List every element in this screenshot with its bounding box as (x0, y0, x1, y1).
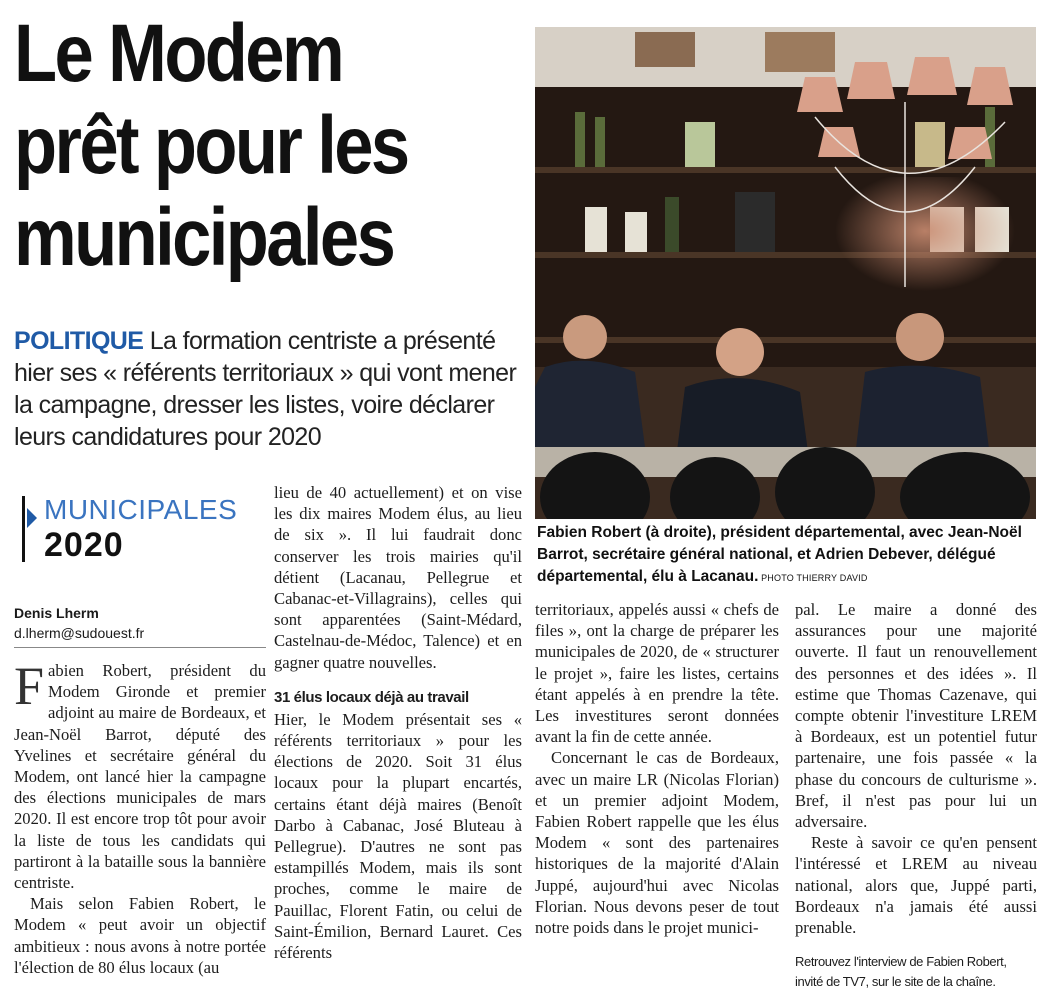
caption-text: Fabien Robert (à droite), président départemental, avec Jean-Noël Barrot, secrétaire général national, et Adrien Debever, délégué départemental, élu à Lacanau. (537, 524, 1022, 585)
rubric-year: 2020 (44, 526, 124, 564)
article-column-1 (14, 656, 266, 978)
standfirst-text: La formation centriste a présenté hier ses « référents territoriaux » qui vont mener la campagne, dresser les listes, voire déclarer leurs candidatures pour 2020 (14, 327, 517, 451)
article-paragraph: territoriaux, appelés aussi « chefs de files », ont la charge de préparer les municipales de 2020, de « structurer le projet », faire les listes, certains étant appelés à en prendre la tête. Les investitures seront données avant la fin de cette année. (535, 600, 779, 747)
rubric-arrow-icon (27, 508, 37, 528)
article-paragraph: pal. Le maire a donné des assurances pour une majorité ouverte. Il faut un renouvellement des personnes et des idées ». Il estime que Thomas Cazenave, qui compte obtenir l'investiture LREM à Bordeaux, est un potentiel futur partenaire, une fois passée « la phase du concours de culturisme ». Bref, il n'est pas pour lui un adversaire. (795, 600, 1037, 832)
article-paragraph: lieu de 40 actuellement) et on vise les dix maires Modem élus, au lieu de six ». Il lui faudrait donc conserver les trois mairies qu'il détient (Lacanau, Pellegrue et Cabanac-et-Villagrains), celles qui sont apparentées (Saint-Médard, Castelnau-de-Médoc, Talence) et en gagner quatre nouvelles. (274, 483, 522, 672)
article-paragraph: Hier, le Modem présentait ses « référents territoriaux » pour les élections de 2020. Soit 31 élus locaux pour la plupart encartés, certains étant déjà maires (Benoît Darbo à Cabanac, José Bluteau à Pellegrue). D'autres ne sont pas estampillés Modem, mais ils sont proches, comme le maire de Pauillac, Florent Fatin, ou celui de Saint-Émilion, Bernard Lauret. Ces référents (274, 709, 522, 963)
headline-line-3: municipales (14, 192, 394, 283)
article-column-4 (795, 599, 1037, 992)
headline (14, 8, 453, 284)
article-column-3 (535, 599, 779, 938)
photo-credit: PHOTO THIERRY DAVID (758, 573, 868, 583)
article-paragraph: Mais selon Fabien Robert, le Modem « peut avoir un objectif ambitieux : nous avons à notre portée l'élection de 80 élus locaux (au (14, 894, 266, 977)
byline (14, 603, 264, 643)
rubric-label: MUNICIPALES (44, 494, 238, 525)
article-paragraph: Reste à savoir ce qu'en pensent l'intéressé et LREM au niveau national, alors que, Juppé parti, Bordeaux n'a jamais été aussi prenable. (795, 833, 1037, 938)
author-email[interactable]: d.lherm@sudouest.fr (14, 625, 145, 641)
headline-line-1: Le Modem (14, 8, 343, 99)
article-paragraph: Fabien Robert, président du Modem Gironde et premier adjoint au maire de Bordeaux, et Jean-Noël Barrot, député des Yvelines et secrétaire général du Modem, ont lancé hier la campagne des élections municipales de mars 2020. Il est encore trop tôt pour avoir la liste de tous les candidats qui partiront à la bataille sous la bannière centriste. (14, 656, 266, 893)
article-paragraph: Concernant le cas de Bordeaux, avec un maire LR (Nicolas Florian) et un premier adjoint Modem, Fabien Robert rappelle que les élus Modem « sont des partenaires historiques de la majorité d'Alain Juppé, aujourd'hui avec Nicolas Florian. Nous devons peser de tout notre poids dans le projet munici- (535, 748, 779, 938)
photo-caption (537, 522, 1037, 589)
section-kicker: POLITIQUE (14, 327, 144, 355)
article-photo (535, 27, 1036, 519)
standfirst (14, 325, 534, 453)
rubric-bar (22, 496, 25, 562)
subheading: 31 élus locaux déjà au travail (274, 688, 469, 706)
article-column-2 (274, 482, 522, 963)
promo-note: Retrouvez l'interview de Fabien Robert, invité de TV7, sur le site de la chaîne. (795, 954, 1007, 990)
byline-divider (14, 647, 266, 648)
drop-cap: F (14, 656, 45, 716)
photo-illustration (535, 27, 1036, 519)
author-name: Denis Lherm (14, 605, 99, 621)
headline-line-2: prêt pour les (14, 100, 408, 191)
